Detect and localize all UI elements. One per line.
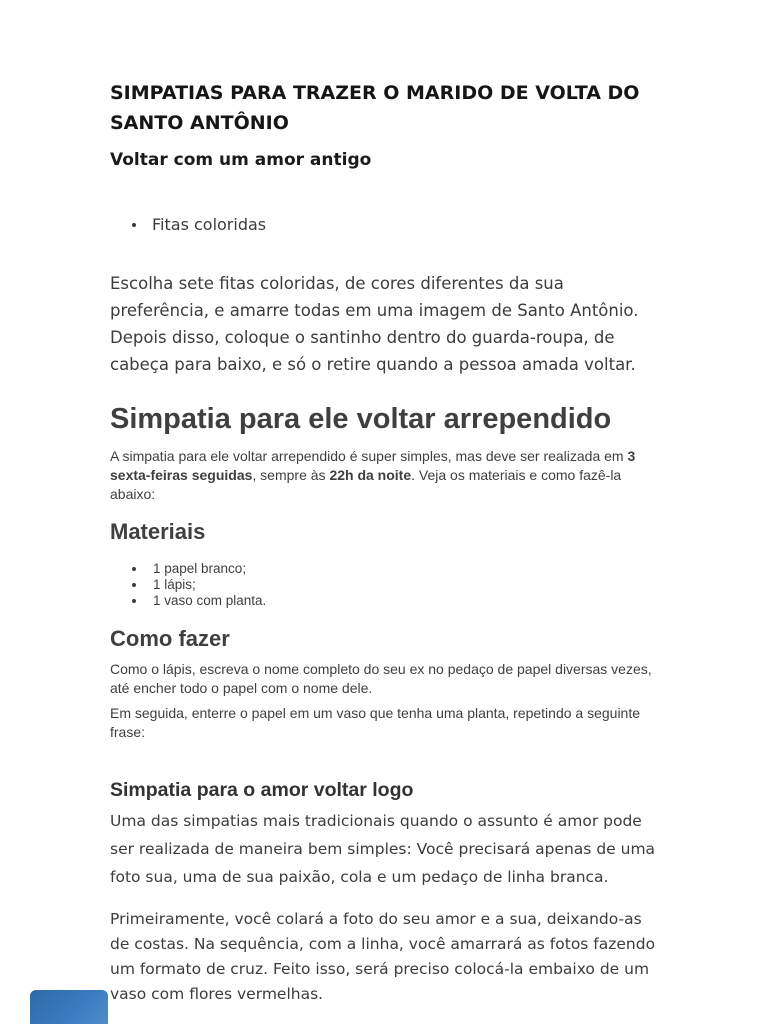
voltar-logo-paragraph-1: Uma das simpatias mais tradicionais quando o assunto é amor pode ser realizada de maneira bem simples: Você precisará apenas de uma foto sua, uma de sua paixão, cola e um pedaço de linha branca. [110,812,656,886]
paragraph-segment: , sempre às [252,467,330,483]
list-item [110,215,658,234]
page-title-line-1: SIMPATIAS PARA TRAZER O MARIDO DE VOLTA DO [110,82,640,104]
heading-materiais: Materiais [110,519,206,544]
bullet-icon [132,223,136,227]
list-item-label: 1 lápis; [153,577,196,592]
voltar-logo-paragraph-2: Primeiramente, você colará a foto do seu amor e a sua, deixando-as de costas. Na sequência, com a linha, você amarrará as fotos fazendo um formato de cruz. Feito isso, será preciso colocá-la embaixo de um vaso com flores vermelhas. [110,910,656,1003]
list-item-label: 1 vaso com planta. [153,593,267,608]
heading-simpatia-arrependido: Simpatia para ele voltar arrependido [110,403,612,435]
bullet-icon [132,567,136,571]
intro-paragraph: Escolha sete fitas coloridas, de cores diferentes da sua preferência, e amarre todas em uma imagem de Santo Antônio. Depois disso, coloque o santinho dentro do guarda-roupa, de cabeça para baixo, e só o retire quando a pessoa amada voltar. [110,274,639,374]
bullet-icon [132,599,136,603]
bullet-icon [132,583,136,587]
how-paragraph-1: Como o lápis, escreva o nome completo do seu ex no pedaço de papel diversas vezes, até encher todo o papel com o nome dele. [110,661,652,696]
materials-list [110,561,658,609]
list-item-label: Fitas coloridas [152,215,267,234]
paragraph-segment-bold: 3 sexta-feiras seguidas [110,448,636,483]
heading-como-fazer: Como fazer [110,626,230,651]
how-paragraph-2: Em seguida, enterre o papel em um vaso que tenha uma planta, repetindo a seguinte frase: [110,705,641,740]
paragraph-arrependido [110,447,658,504]
page-title [110,78,658,138]
paragraph-segment-bold: 22h da noite [329,467,412,483]
list-item [110,577,658,593]
list-item [110,561,658,577]
paragraph-segment: . Veja os materiais e como fazê-la abaixo: [110,467,622,502]
partial-blue-element [30,990,108,1024]
paragraph-segment: A simpatia para ele voltar arrependido é super simples, mas deve ser realizada em [110,448,628,464]
section-subtitle: Voltar com um amor antigo [110,150,372,170]
list-item-label: 1 papel branco; [153,561,247,576]
list-item [110,593,658,609]
heading-amor-voltar-logo: Simpatia para o amor voltar logo [110,779,414,801]
page-title-line-2: SANTO ANTÔNIO [110,112,289,134]
